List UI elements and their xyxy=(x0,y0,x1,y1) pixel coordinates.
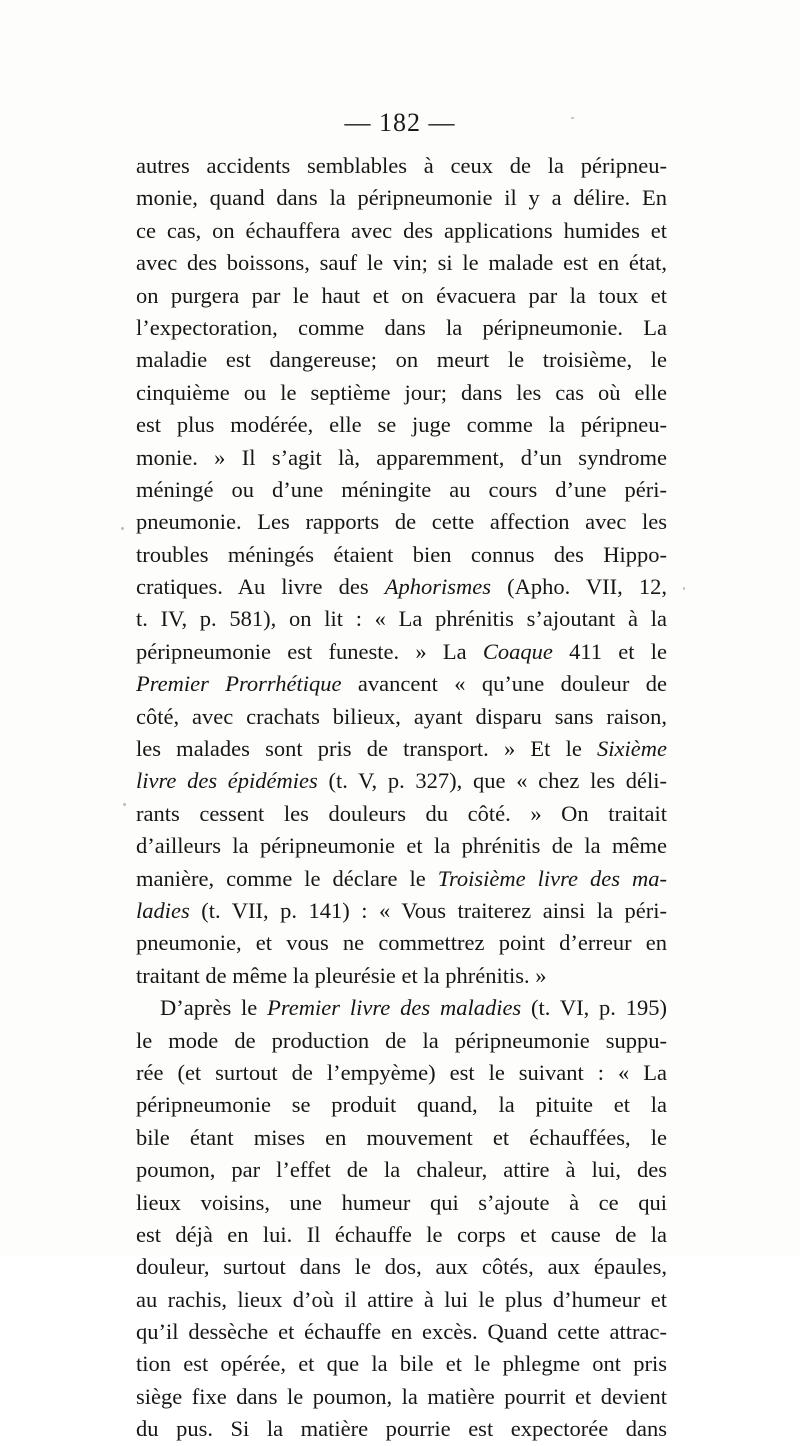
text-line xyxy=(136,895,667,927)
text-segment: D’après le xyxy=(160,995,268,1021)
text-line xyxy=(136,1057,667,1089)
text-segment: les malades sont pris de transport. » Et le xyxy=(136,736,598,762)
text-line xyxy=(136,603,667,635)
text-segment: manière, comme le déclare le xyxy=(136,865,438,891)
italic-title-segment: ladies xyxy=(136,897,190,923)
text-line xyxy=(136,280,667,312)
italic-title-segment: Premier Prorrhétique xyxy=(136,671,342,697)
text-segment: (t. V, p. 327), que « chez les déli- xyxy=(317,768,667,794)
text-segment: péripneumonie se produit quand, la pituite et la xyxy=(136,1092,667,1118)
text-segment: traitant de même la pleurésie et la phrénitis. » xyxy=(136,962,547,988)
text-segment: qu’il dessèche et échauffe en excès. Quand cette attrac- xyxy=(136,1319,667,1345)
italic-title-segment: Sixième xyxy=(597,736,667,762)
text-segment: cinquième ou le septième jour; dans les cas où elle xyxy=(136,379,667,405)
text-segment: avancent « qu’une douleur de xyxy=(341,671,667,697)
text-line xyxy=(136,215,667,247)
italic-title-segment: livre des épidémies xyxy=(136,768,318,794)
text-line xyxy=(136,1413,667,1445)
text-segment: cratiques. Au livre des xyxy=(136,574,385,600)
text-line xyxy=(136,150,667,182)
text-segment: péripneumonie est funeste. » La xyxy=(136,638,483,664)
text-segment: maladie est dangereuse; on meurt le troisième, le xyxy=(136,347,667,373)
text-line xyxy=(136,474,667,506)
text-line xyxy=(136,992,667,1024)
text-segment: le mode de production de la péripneumonie suppu- xyxy=(136,1027,667,1053)
body-text xyxy=(136,150,667,1446)
text-segment: est plus modérée, elle se juge comme la péripneu- xyxy=(136,412,667,438)
text-segment: l’expectoration, comme dans la péripneumonie. La xyxy=(136,314,667,340)
text-segment: avec des boissons, sauf le vin; si le malade est en état, xyxy=(136,250,667,276)
text-segment: 411 et le xyxy=(552,638,667,664)
text-line xyxy=(136,1284,667,1316)
text-segment: t. IV, p. 581), on lit : « La phrénitis s’ajoutant à la xyxy=(136,606,667,632)
text-segment: méningé ou d’une méningite au cours d’une péri- xyxy=(136,476,667,502)
print-speck xyxy=(571,117,574,119)
text-segment: siège fixe dans le poumon, la matière pourrit et devient xyxy=(136,1383,667,1409)
text-segment: du pus. Si la matière pourrie est expectorée dans xyxy=(136,1416,667,1442)
text-line xyxy=(136,765,667,797)
text-segment: rée (et surtout de l’empyème) est le suivant : « La xyxy=(136,1059,667,1085)
italic-title-segment: Aphorismes xyxy=(384,574,491,600)
text-segment: poumon, par l’effet de la chaleur, attire à lui, des xyxy=(136,1157,667,1183)
text-line xyxy=(136,830,667,862)
text-line xyxy=(136,506,667,538)
text-segment: (t. VII, p. 141) : « Vous traiterez ainsi la péri- xyxy=(189,897,667,923)
text-line xyxy=(136,1154,667,1186)
text-segment: côté, avec crachats bilieux, ayant disparu sans raison, xyxy=(136,703,667,729)
text-line xyxy=(136,863,667,895)
text-segment: rants cessent les douleurs du côté. » On traitait xyxy=(136,800,667,826)
text-segment: pneumonie, et vous ne commettrez point d’erreur en xyxy=(136,930,667,956)
print-speck xyxy=(683,587,685,590)
text-line xyxy=(136,1316,667,1348)
italic-title-segment: Premier livre des maladies xyxy=(267,995,522,1021)
text-line xyxy=(136,701,667,733)
text-line xyxy=(136,571,667,603)
print-speck xyxy=(123,803,126,806)
text-segment: au rachis, lieux d’où il attire à lui le plus d’humeur et xyxy=(136,1286,667,1312)
text-line xyxy=(136,1348,667,1380)
text-segment: ce cas, on échauffera avec des applications humides et xyxy=(136,217,667,243)
text-line xyxy=(136,182,667,214)
text-line xyxy=(136,1089,667,1121)
text-segment: autres accidents semblables à ceux de la péripneu- xyxy=(136,153,667,178)
text-segment: (t. VI, p. 195) xyxy=(521,995,668,1021)
text-segment: troubles méningés étaient bien connus des Hippo- xyxy=(136,541,667,567)
italic-title-segment: Coaque xyxy=(482,638,553,664)
text-line xyxy=(136,1025,667,1057)
text-line xyxy=(136,636,667,668)
text-segment: est déjà en lui. Il échauffe le corps et cause de la xyxy=(136,1221,667,1247)
text-line xyxy=(136,1122,667,1154)
text-segment: on purgera par le haut et on évacuera par la toux et xyxy=(136,282,667,308)
text-line xyxy=(136,344,667,376)
text-segment: (Apho. VII, 12, xyxy=(490,574,667,600)
page-number: — 182 — xyxy=(344,108,456,137)
text-segment: bile étant mises en mouvement et échauffées, le xyxy=(136,1124,667,1150)
text-line xyxy=(136,442,667,474)
text-line xyxy=(136,539,667,571)
text-line xyxy=(136,927,667,959)
text-segment: monie. » Il s’agit là, apparemment, d’un syndrome xyxy=(136,444,667,470)
text-segment: douleur, surtout dans le dos, aux côtés, aux épaules, xyxy=(136,1254,667,1280)
text-line xyxy=(136,409,667,441)
text-line xyxy=(136,312,667,344)
text-segment: tion est opérée, et que la bile et le phlegme ont pris xyxy=(136,1351,667,1377)
text-line xyxy=(136,798,667,830)
text-line xyxy=(136,1381,667,1413)
text-line xyxy=(136,1187,667,1219)
text-line xyxy=(136,733,667,765)
text-line xyxy=(136,1219,667,1251)
text-line xyxy=(136,668,667,700)
text-segment: d’ailleurs la péripneumonie et la phrénitis de la même xyxy=(136,833,667,859)
text-line xyxy=(136,247,667,279)
text-line xyxy=(136,1251,667,1283)
italic-title-segment: Troisième livre des ma- xyxy=(437,865,667,891)
text-segment: monie, quand dans la péripneumonie il y a délire. En xyxy=(136,185,667,211)
text-segment: lieux voisins, une humeur qui s’ajoute à ce qui xyxy=(136,1189,667,1215)
text-line xyxy=(136,377,667,409)
print-speck xyxy=(121,527,124,530)
text-segment: pneumonie. Les rapports de cette affection avec les xyxy=(136,509,667,535)
text-line xyxy=(136,960,667,992)
